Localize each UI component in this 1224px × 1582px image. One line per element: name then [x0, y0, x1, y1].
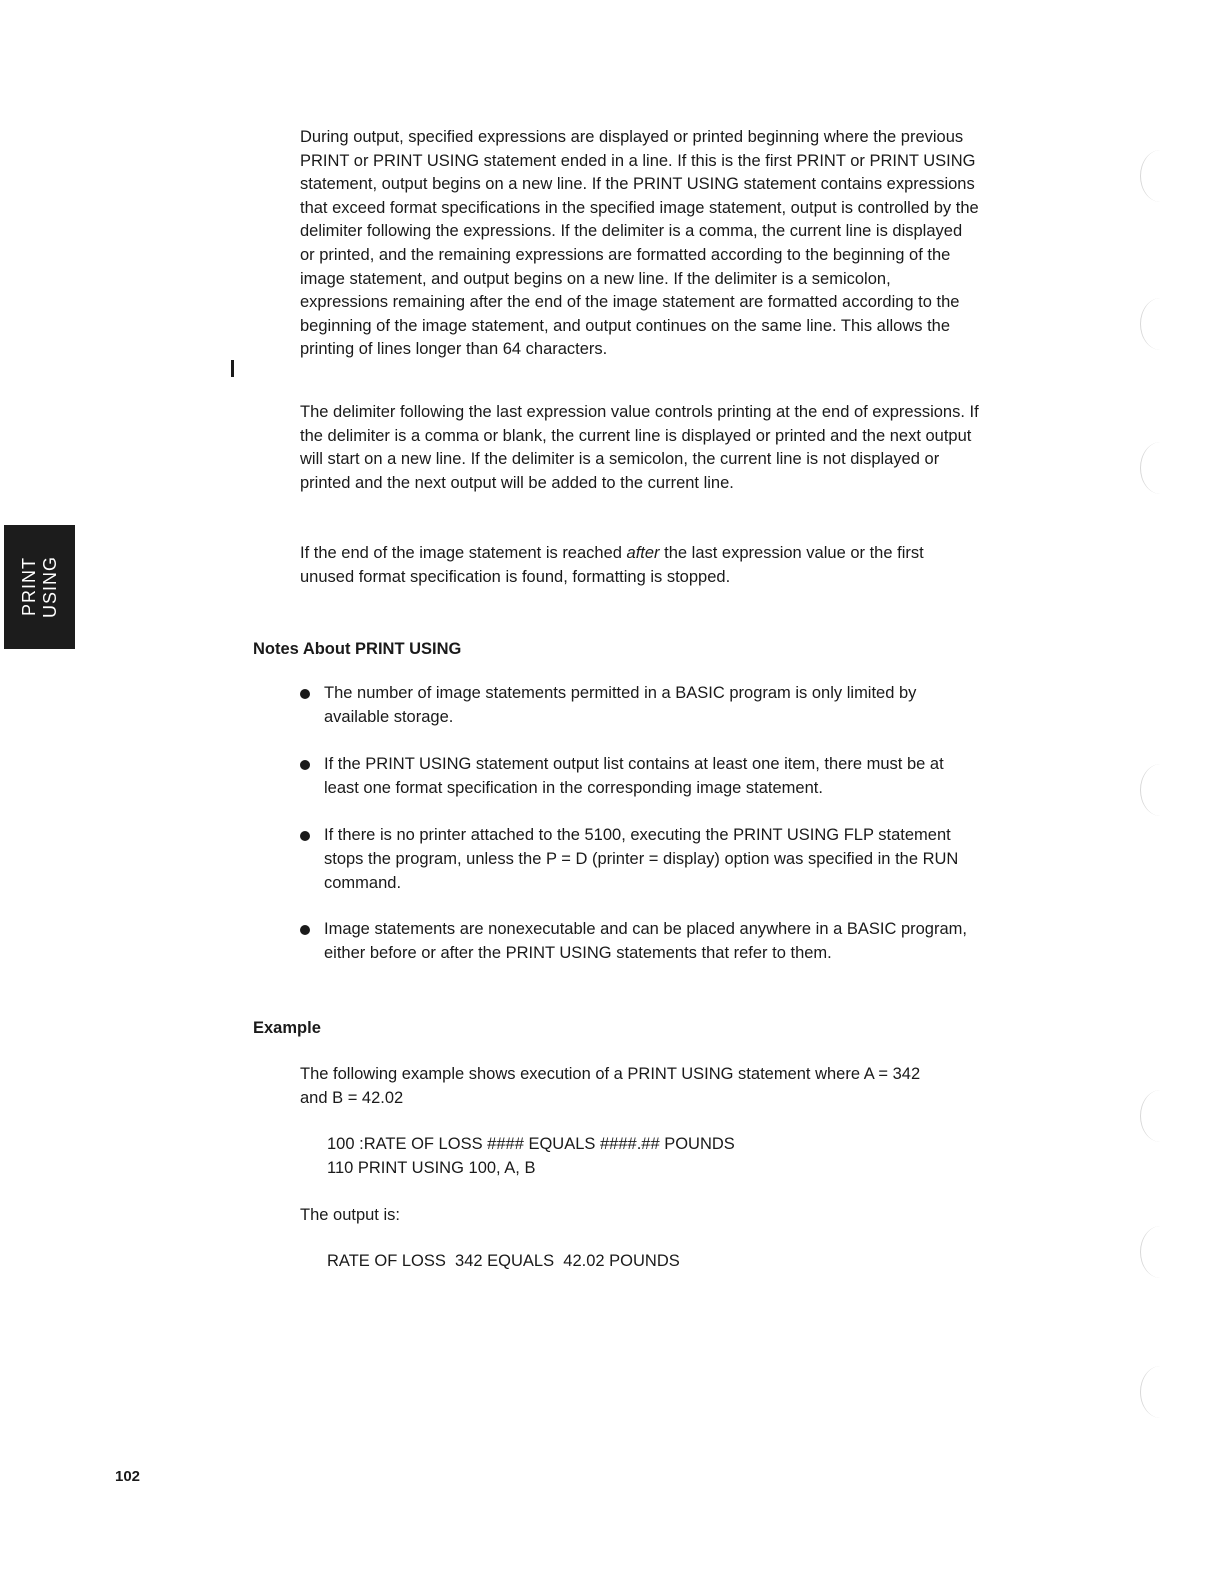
- punch-hole-mark: [1140, 1366, 1181, 1418]
- output-label: The output is:: [300, 1206, 400, 1224]
- paragraph-end-of-image: [300, 542, 980, 589]
- paragraph-end-text-b: the last expression value or the first unused format specification is found, formatting is stopped.: [300, 544, 924, 586]
- bullet-icon: [300, 689, 310, 699]
- list-item: [300, 682, 980, 729]
- punch-hole-mark: [1140, 1090, 1181, 1142]
- punch-hole-mark: [1140, 442, 1181, 494]
- section-tab-label: [19, 556, 61, 618]
- code-line-100: 100 :RATE OF LOSS #### EQUALS ####.## POUNDS: [327, 1135, 735, 1153]
- note-text: If the PRINT USING statement output list contains at least one item, there must be at least one format specification in the corresponding image statement.: [324, 755, 944, 797]
- revision-bar: [231, 360, 234, 377]
- list-item: [300, 824, 980, 895]
- page-number: 102: [115, 1468, 141, 1485]
- note-text: Image statements are nonexecutable and can be placed anywhere in a BASIC program, either before or after the PRINT USING statements that refer to them.: [324, 920, 967, 962]
- punch-hole-mark: [1140, 764, 1181, 816]
- paragraph-end-text-a: If the end of the image statement is reached: [300, 544, 627, 562]
- punch-hole-mark: [1140, 150, 1181, 202]
- bullet-icon: [300, 831, 310, 841]
- example-intro: The following example shows execution of a PRINT USING statement where A = 342 and B = 42.02: [300, 1065, 921, 1107]
- note-text: The number of image statements permitted in a BASIC program is only limited by available storage.: [324, 684, 917, 726]
- emphasis-after: after: [626, 544, 660, 562]
- code-line-110: 110 PRINT USING 100, A, B: [327, 1159, 536, 1177]
- bullet-icon: [300, 760, 310, 770]
- section-tab-line1: PRINT: [18, 557, 39, 617]
- example-heading: Example: [253, 1019, 321, 1037]
- section-tab-line2: USING: [39, 555, 60, 618]
- punch-hole-mark: [1140, 1226, 1181, 1278]
- note-text: If there is no printer attached to the 5100, executing the PRINT USING FLP statement stops the program, unless the P = D (printer = display) option was specified in the RUN command.: [324, 826, 959, 892]
- bullet-icon: [300, 925, 310, 935]
- notes-heading: Notes About PRINT USING: [253, 640, 462, 658]
- paragraph-output-behavior: During output, specified expressions are displayed or printed beginning where the previous PRINT or PRINT USING statement ended in a line. If this is the first PRINT or PRINT USING statement, output begins on a new line. If the PRINT USING statement contains expressions that exceed format specifications in the specified image statement, output is controlled by the delimiter following the expressions. If the delimiter is a comma, the current line is displayed or printed, and the remaining expressions are formatted according to the beginning of the image statement, and output begins on a new line. If the delimiter is a semicolon, expressions remaining after the end of the image statement are formatted according to the beginning of the image statement, and output continues on the same line. This allows the printing of lines longer than 64 characters.: [300, 128, 979, 359]
- list-item: [300, 753, 980, 800]
- paragraph-delimiter: The delimiter following the last expression value controls printing at the end of expressions. If the delimiter is a comma or blank, the current line is displayed or printed and the next output will start on a new line. If the delimiter is a semicolon, the current line is not displayed or printed and the next output will be added to the current line.: [300, 403, 979, 492]
- list-item: [300, 918, 980, 965]
- example-output: RATE OF LOSS 342 EQUALS 42.02 POUNDS: [327, 1252, 680, 1270]
- notes-list: [300, 682, 980, 965]
- punch-hole-mark: [1140, 298, 1181, 350]
- section-tab: [4, 525, 75, 649]
